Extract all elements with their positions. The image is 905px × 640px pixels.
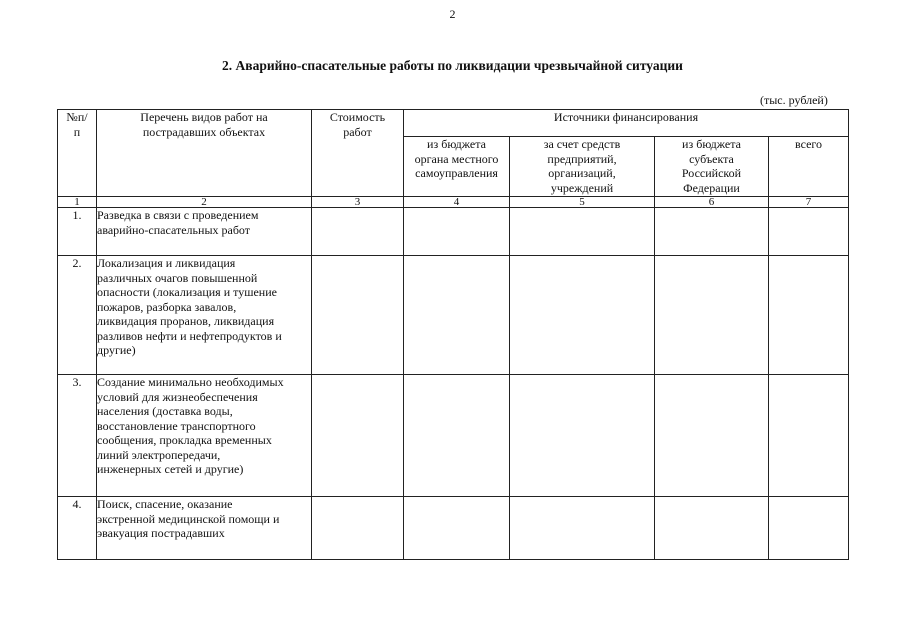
subject-budget-cell [655, 375, 769, 497]
cost-cell [312, 375, 404, 497]
column-number: 5 [510, 197, 655, 208]
header-cost: Стоимость работ [312, 110, 404, 197]
section-title: 2. Аварийно-спасательные работы по ликвидации чрезвычайной ситуации [222, 58, 683, 73]
column-number: 4 [404, 197, 510, 208]
row-number: 4. [58, 497, 97, 560]
enterprises-cell [510, 256, 655, 375]
work-description: Поиск, спасение, оказание экстренной медицинской помощи и эвакуация пострадавших [97, 497, 312, 560]
header-total: всего [769, 137, 849, 197]
local-budget-cell [404, 208, 510, 256]
table-row [58, 375, 849, 497]
column-number: 2 [97, 197, 312, 208]
cost-cell [312, 208, 404, 256]
column-number: 3 [312, 197, 404, 208]
cost-cell [312, 256, 404, 375]
unit-note: (тыс. рублей) [760, 93, 828, 107]
column-numbers-row [58, 197, 849, 208]
header-local-budget: из бюджета органа местного самоуправления [404, 137, 510, 197]
total-cell [769, 375, 849, 497]
header-subject-budget: из бюджета субъекта Российской Федерации [655, 137, 769, 197]
column-number: 6 [655, 197, 769, 208]
header-enterprises: за счет средств предприятий, организаций, учреждений [510, 137, 655, 197]
table-row [58, 497, 849, 560]
enterprises-cell [510, 208, 655, 256]
work-description: Локализация и ликвидация различных очагов повышенной опасности (локализация и тушение пожаров, разборка завалов, ликвидация проранов, ликвидация разливов нефти и нефтепродуктов и другие) [97, 256, 312, 375]
total-cell [769, 256, 849, 375]
total-cell [769, 497, 849, 560]
row-number: 1. [58, 208, 97, 256]
column-number: 7 [769, 197, 849, 208]
work-description: Разведка в связи с проведением аварийно-спасательных работ [97, 208, 312, 256]
header-num: №п/ п [58, 110, 97, 197]
row-number: 2. [58, 256, 97, 375]
enterprises-cell [510, 497, 655, 560]
page-number: 2 [449, 7, 456, 21]
local-budget-cell [404, 375, 510, 497]
local-budget-cell [404, 497, 510, 560]
row-number: 3. [58, 375, 97, 497]
work-description: Создание минимально необходимых условий для жизнеобеспечения населения (доставка воды, восстановление транспортного сообщения, прокладка временных линий электропередачи, инженерных сетей и другие) [97, 375, 312, 497]
cost-cell [312, 497, 404, 560]
subject-budget-cell [655, 208, 769, 256]
header-funding-sources: Источники финансирования [404, 110, 849, 137]
subject-budget-cell [655, 256, 769, 375]
subject-budget-cell [655, 497, 769, 560]
table-row [58, 256, 849, 375]
enterprises-cell [510, 375, 655, 497]
local-budget-cell [404, 256, 510, 375]
table-row [58, 208, 849, 256]
column-number: 1 [58, 197, 97, 208]
header-works: Перечень видов работ на пострадавших объектах [97, 110, 312, 197]
total-cell [769, 208, 849, 256]
emergency-works-table [57, 109, 849, 560]
